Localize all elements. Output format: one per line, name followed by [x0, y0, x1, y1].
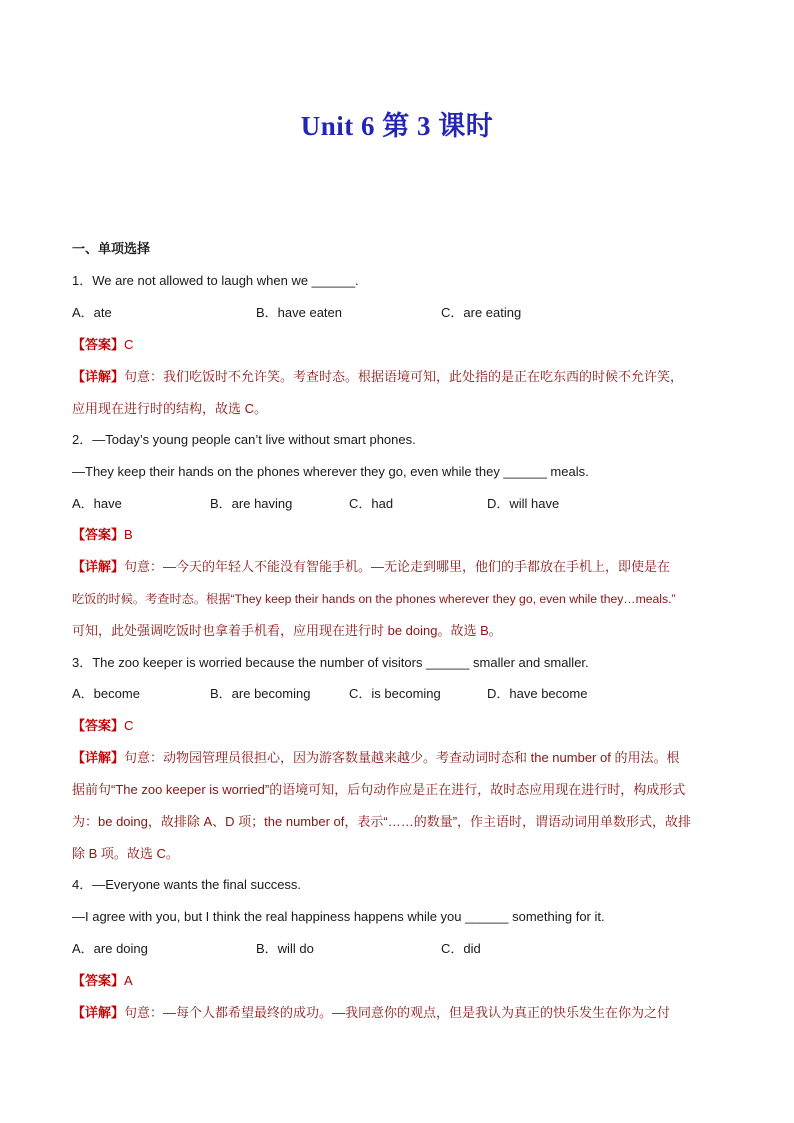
q3-option-b: B．are becoming: [210, 686, 311, 701]
question-4-stem-2: —I agree with you, but I think the real happiness happens while you ______ something for it.: [72, 909, 605, 924]
answer-tag: 【答案】: [72, 718, 125, 733]
detail-tag: 【详解】: [72, 750, 125, 765]
question-2-stem-1: 2．—Today’s young people can’t live without smart phones.: [72, 432, 416, 447]
q3-answer: [72, 717, 732, 735]
q4-option-a: A．are doing: [72, 941, 148, 956]
q2-detail-line-2: 吃饭的时候。考查时态。根据“They keep their hands on the phones wherever they go, even while they…meals.”: [72, 592, 676, 606]
q3-detail-line-2: 据前句“The zoo keeper is worried”的语境可知，后句动作应是正在进行，故时态应用现在进行时，构成形式: [72, 782, 686, 797]
question-2-stem-2: —They keep their hands on the phones wherever they go, even while they ______ meals.: [72, 464, 589, 479]
question-1-stem: 1．We are not allowed to laugh when we ______.: [72, 273, 359, 288]
detail-tag: 【详解】: [72, 559, 125, 574]
detail-text: 句意：—每个人都希望最终的成功。—我同意你的观点，但是我认为真正的快乐发生在你为之付: [124, 1005, 671, 1020]
q1-detail-line-1: [72, 368, 732, 386]
q1-option-a: A．ate: [72, 305, 112, 320]
detail-tag: 【详解】: [72, 369, 125, 384]
q4-answer: [72, 972, 732, 990]
section-heading: 一、单项选择: [72, 241, 151, 256]
q3-option-d: D．have become: [487, 686, 588, 701]
answer-value: C: [124, 337, 134, 352]
detail-tag: 【详解】: [72, 1005, 125, 1020]
q1-answer: [72, 336, 732, 354]
answer-value: C: [124, 718, 134, 733]
q1-option-b: B．have eaten: [256, 305, 343, 320]
q4-option-b: B．will do: [256, 941, 314, 956]
answer-tag: 【答案】: [72, 527, 125, 542]
detail-text: 句意：动物园管理员很担心，因为游客数量越来越少。考查动词时态和 the number of 的用法。根: [124, 750, 680, 765]
q2-answer: [72, 526, 732, 544]
q3-detail-line-3: 为：be doing，故排除 A、D 项；the number of，表示“……的数量”，作主语时，谓语动词用单数形式，故排: [72, 814, 692, 829]
q2-option-c: C．had: [349, 496, 394, 511]
answer-value: A: [124, 973, 133, 988]
q2-option-a: A．have: [72, 496, 122, 511]
q3-option-c: C．is becoming: [349, 686, 441, 701]
page-title: Unit 6 第 3 课时: [300, 111, 494, 141]
q4-option-c: C．did: [441, 941, 481, 956]
detail-text: 句意：—今天的年轻人不能没有智能手机。—无论走到哪里，他们的手都放在手机上，即使是在: [124, 559, 671, 574]
question-3-stem: 3．The zoo keeper is worried because the number of visitors ______ smaller and smaller.: [72, 655, 589, 670]
q3-detail-line-1: [72, 749, 732, 767]
q3-option-a: A．become: [72, 686, 140, 701]
q3-detail-line-4: 除 B 项。故选 C。: [72, 846, 179, 861]
q1-option-c: C．are eating: [441, 305, 522, 320]
detail-text: 句意：我们吃饭时不允许笑。考查时态。根据语境可知，此处指的是正在吃东西的时候不允许笑，: [124, 369, 684, 384]
q2-option-d: D．will have: [487, 496, 560, 511]
q2-detail-line-3: 可知，此处强调吃饭时也拿着手机看，应用现在进行时 be doing。故选 B。: [72, 623, 502, 638]
q2-option-b: B．are having: [210, 496, 293, 511]
question-4-stem-1: 4．—Everyone wants the final success.: [72, 877, 302, 892]
answer-tag: 【答案】: [72, 973, 125, 988]
q2-detail-line-1: [72, 558, 732, 576]
q1-detail-line-2: 应用现在进行时的结构，故选 C。: [72, 401, 268, 416]
answer-tag: 【答案】: [72, 337, 125, 352]
q4-detail-line-1: [72, 1004, 732, 1022]
answer-value: B: [124, 527, 133, 542]
